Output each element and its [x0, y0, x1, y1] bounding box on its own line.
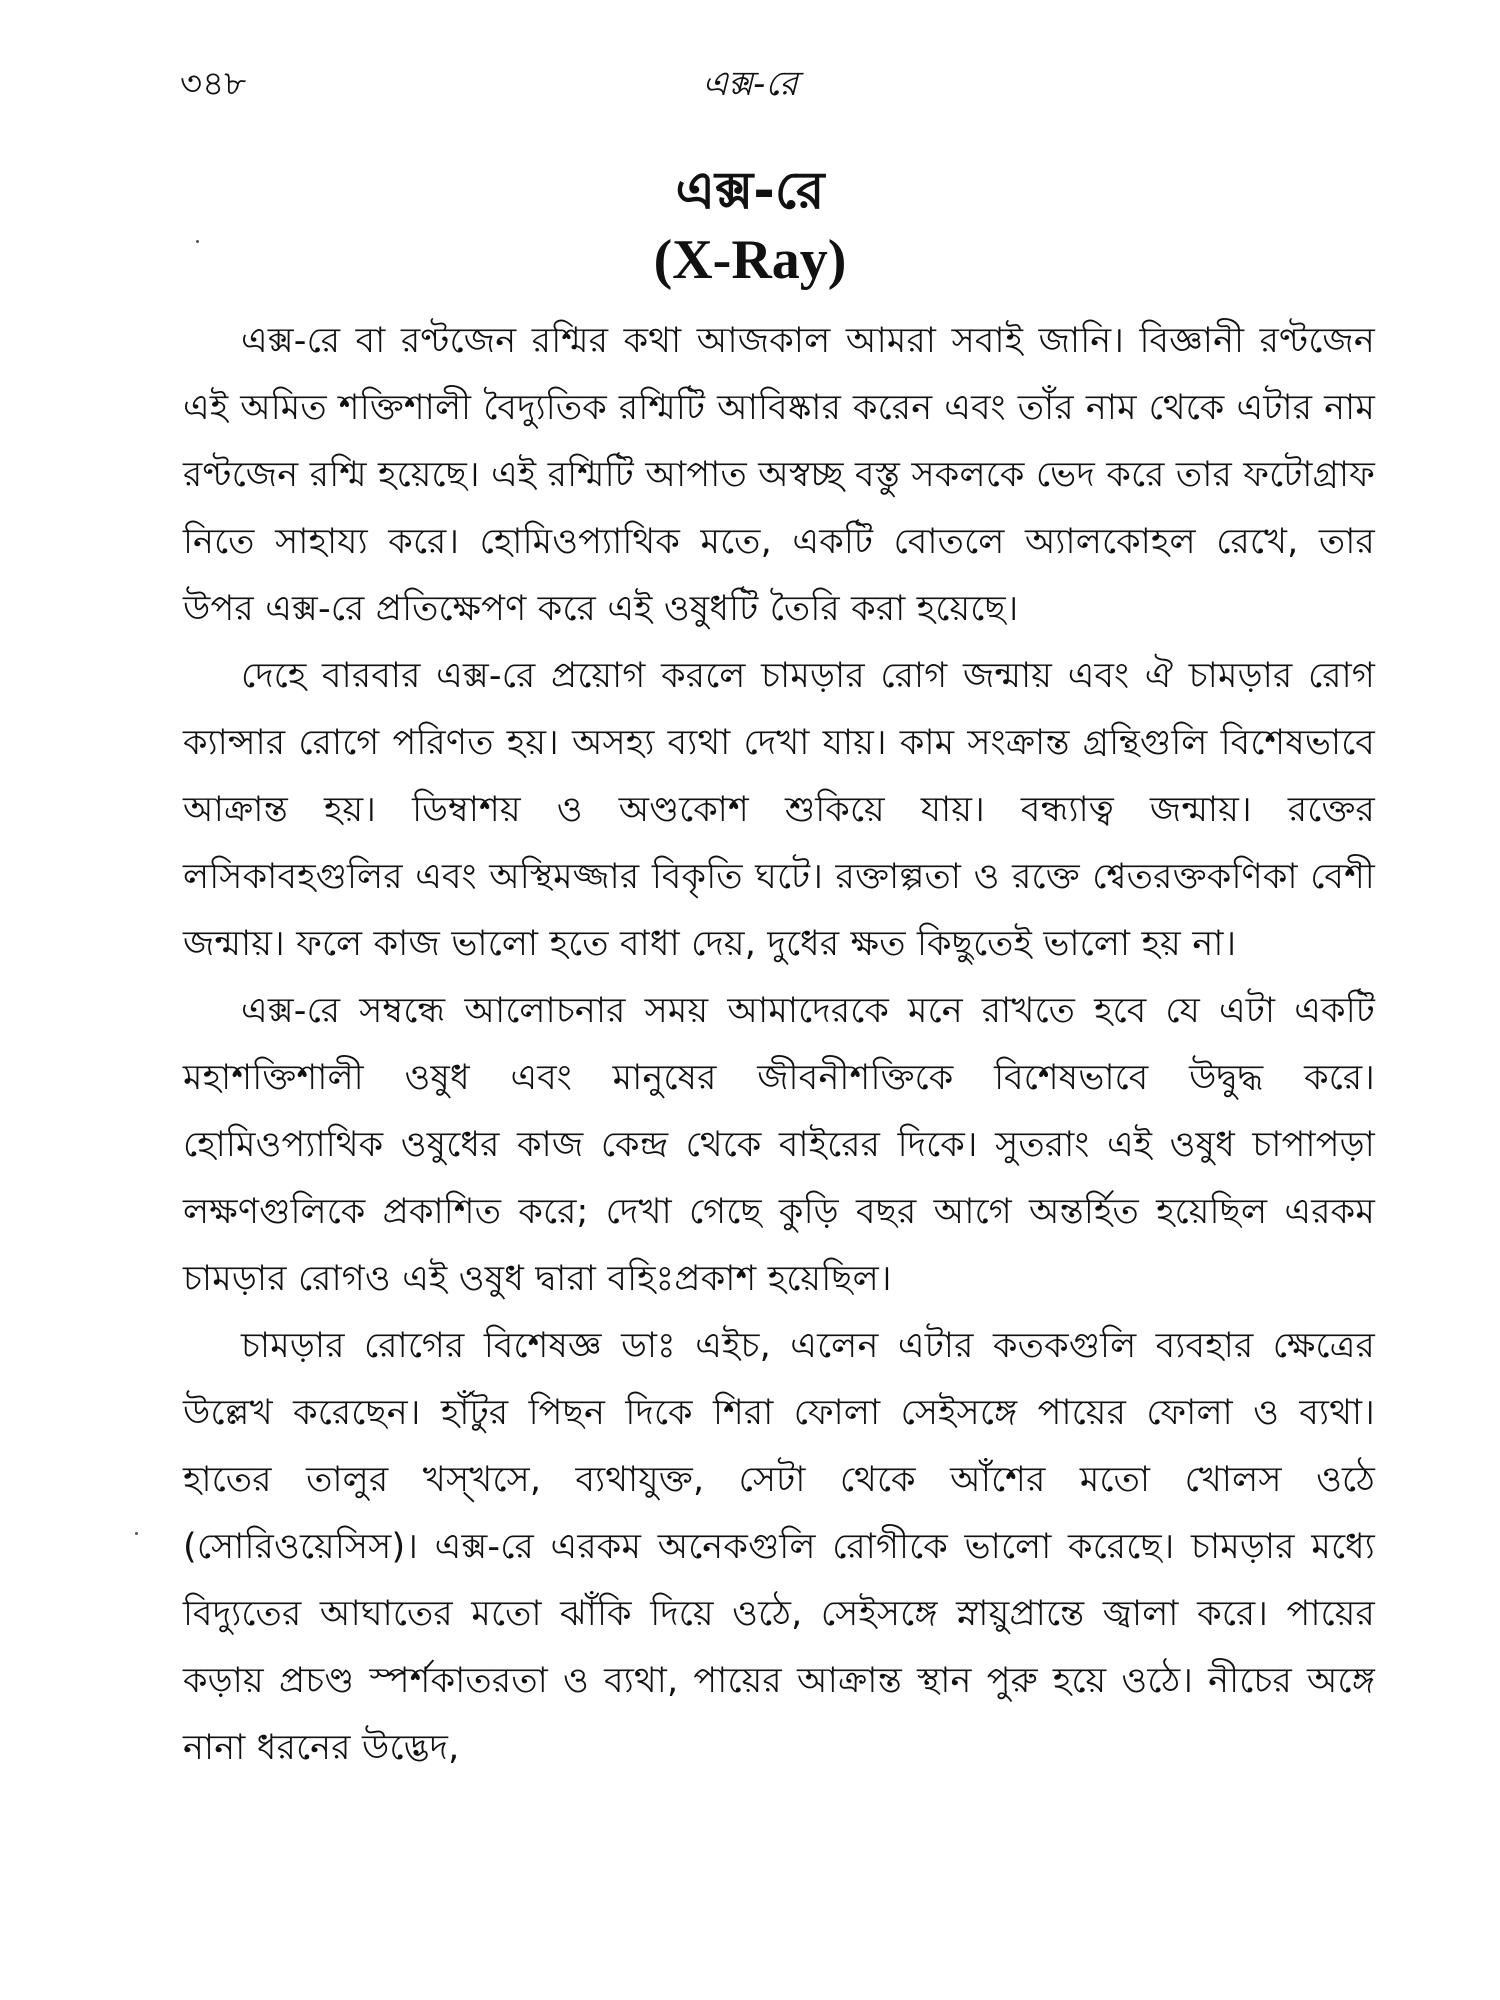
- paragraph-effects: দেহে বারবার এক্স-রে প্রয়োগ করলে চামড়ার রোগ জন্মায় এবং ঐ চামড়ার রোগ ক্যান্সার রোগে পরিণত হয়। অসহ্য ব্যথা দেখা যায়। কাম সংক্রান্ত গ্রন্থিগুলি বিশেষভাবে আক্রান্ত হয়। ডিম্বাশয় ও অণ্ডকোশ শুকিয়ে যায়। বন্ধ্যাত্ব জন্মায়। রক্তের লসিকাবহগুলির এবং অস্থিমজ্জার বিকৃতি ঘটে। রক্তাল্পতা ও রক্তে শ্বেতরক্তকণিকা বেশী জন্মায়। ফলে কাজ ভালো হতে বাধা দেয়, দুধের ক্ষত কিছুতেই ভালো হয় না।: [183, 656, 1375, 964]
- body-text: [183, 308, 1375, 1782]
- chapter-title: এক্স-রে: [675, 161, 825, 221]
- running-title: এক্স-রে: [702, 64, 798, 104]
- chapter-subtitle: (X-Ray): [653, 229, 847, 291]
- page-number: ৩৪৮: [180, 64, 247, 104]
- scan-speck: [196, 240, 199, 243]
- scan-speck: [135, 1532, 138, 1535]
- running-header: [0, 58, 1500, 108]
- paragraph-intro: এক্স-রে বা রণ্টজেন রশ্মির কথা আজকাল আমরা সবাই জানি। বিজ্ঞানী রণ্টজেন এই অমিত শক্তিশালী বৈদ্যুতিক রশ্মিটি আবিষ্কার করেন এবং তাঁর নাম থেকে এটার নাম রণ্টজেন রশ্মি হয়েছে। এই রশ্মিটি আপাত অস্বচ্ছ বস্তু সকলকে ভেদ করে তার ফটোগ্রাফ নিতে সাহায্য করে। হোমিওপ্যাথিক মতে, একটি বোতলে অ্যালকোহল রেখে, তার উপর এক্স-রে প্রতিক্ষেপণ করে এই ওষুধটি তৈরি করা হয়েছে।: [183, 321, 1375, 629]
- paragraph-discussion: এক্স-রে সম্বন্ধে আলোচনার সময় আমাদেরকে মনে রাখতে হবে যে এটা একটি মহাশক্তিশালী ওষুধ এবং মানুষের জীবনীশক্তিকে বিশেষভাবে উদ্বুদ্ধ করে। হোমিওপ্যাথিক ওষুধের কাজ কেন্দ্র থেকে বাইরের দিকে। সুতরাং এই ওষুধ চাপাপড়া লক্ষণগুলিকে প্রকাশিত করে; দেখা গেছে কুড়ি বছর আগে অন্তর্হিত হয়েছিল এরকম চামড়ার রোগও এই ওষুধ দ্বারা বহিঃপ্রকাশ হয়েছিল।: [183, 991, 1375, 1299]
- paragraph-uses: চামড়ার রোগের বিশেষজ্ঞ ডাঃ এইচ, এলেন এটার কতকগুলি ব্যবহার ক্ষেত্রের উল্লেখ করেছেন। হাঁটুর পিছন দিকে শিরা ফোলা সেইসঙ্গে পায়ের ফোলা ও ব্যথা। হাতের তালুর খস্‌খসে, ব্যথাযুক্ত, সেটা থেকে আঁশের মতো খোলস ওঠে (সোরিওয়েসিস)। এক্স-রে এরকম অনেকগুলি রোগীকে ভালো করেছে। চামড়ার মধ্যে বিদ্যুতের আঘাতের মতো ঝাঁকি দিয়ে ওঠে, সেইসঙ্গে স্নায়ুপ্রান্তে জ্বালা করে। পায়ের কড়ায় প্রচণ্ড স্পর্শকাতরতা ও ব্যথা, পায়ের আক্রান্ত স্থান পুরু হয়ে ওঠে। নীচের অঙ্গে নানা ধরনের উদ্ভেদ,: [183, 1326, 1375, 1768]
